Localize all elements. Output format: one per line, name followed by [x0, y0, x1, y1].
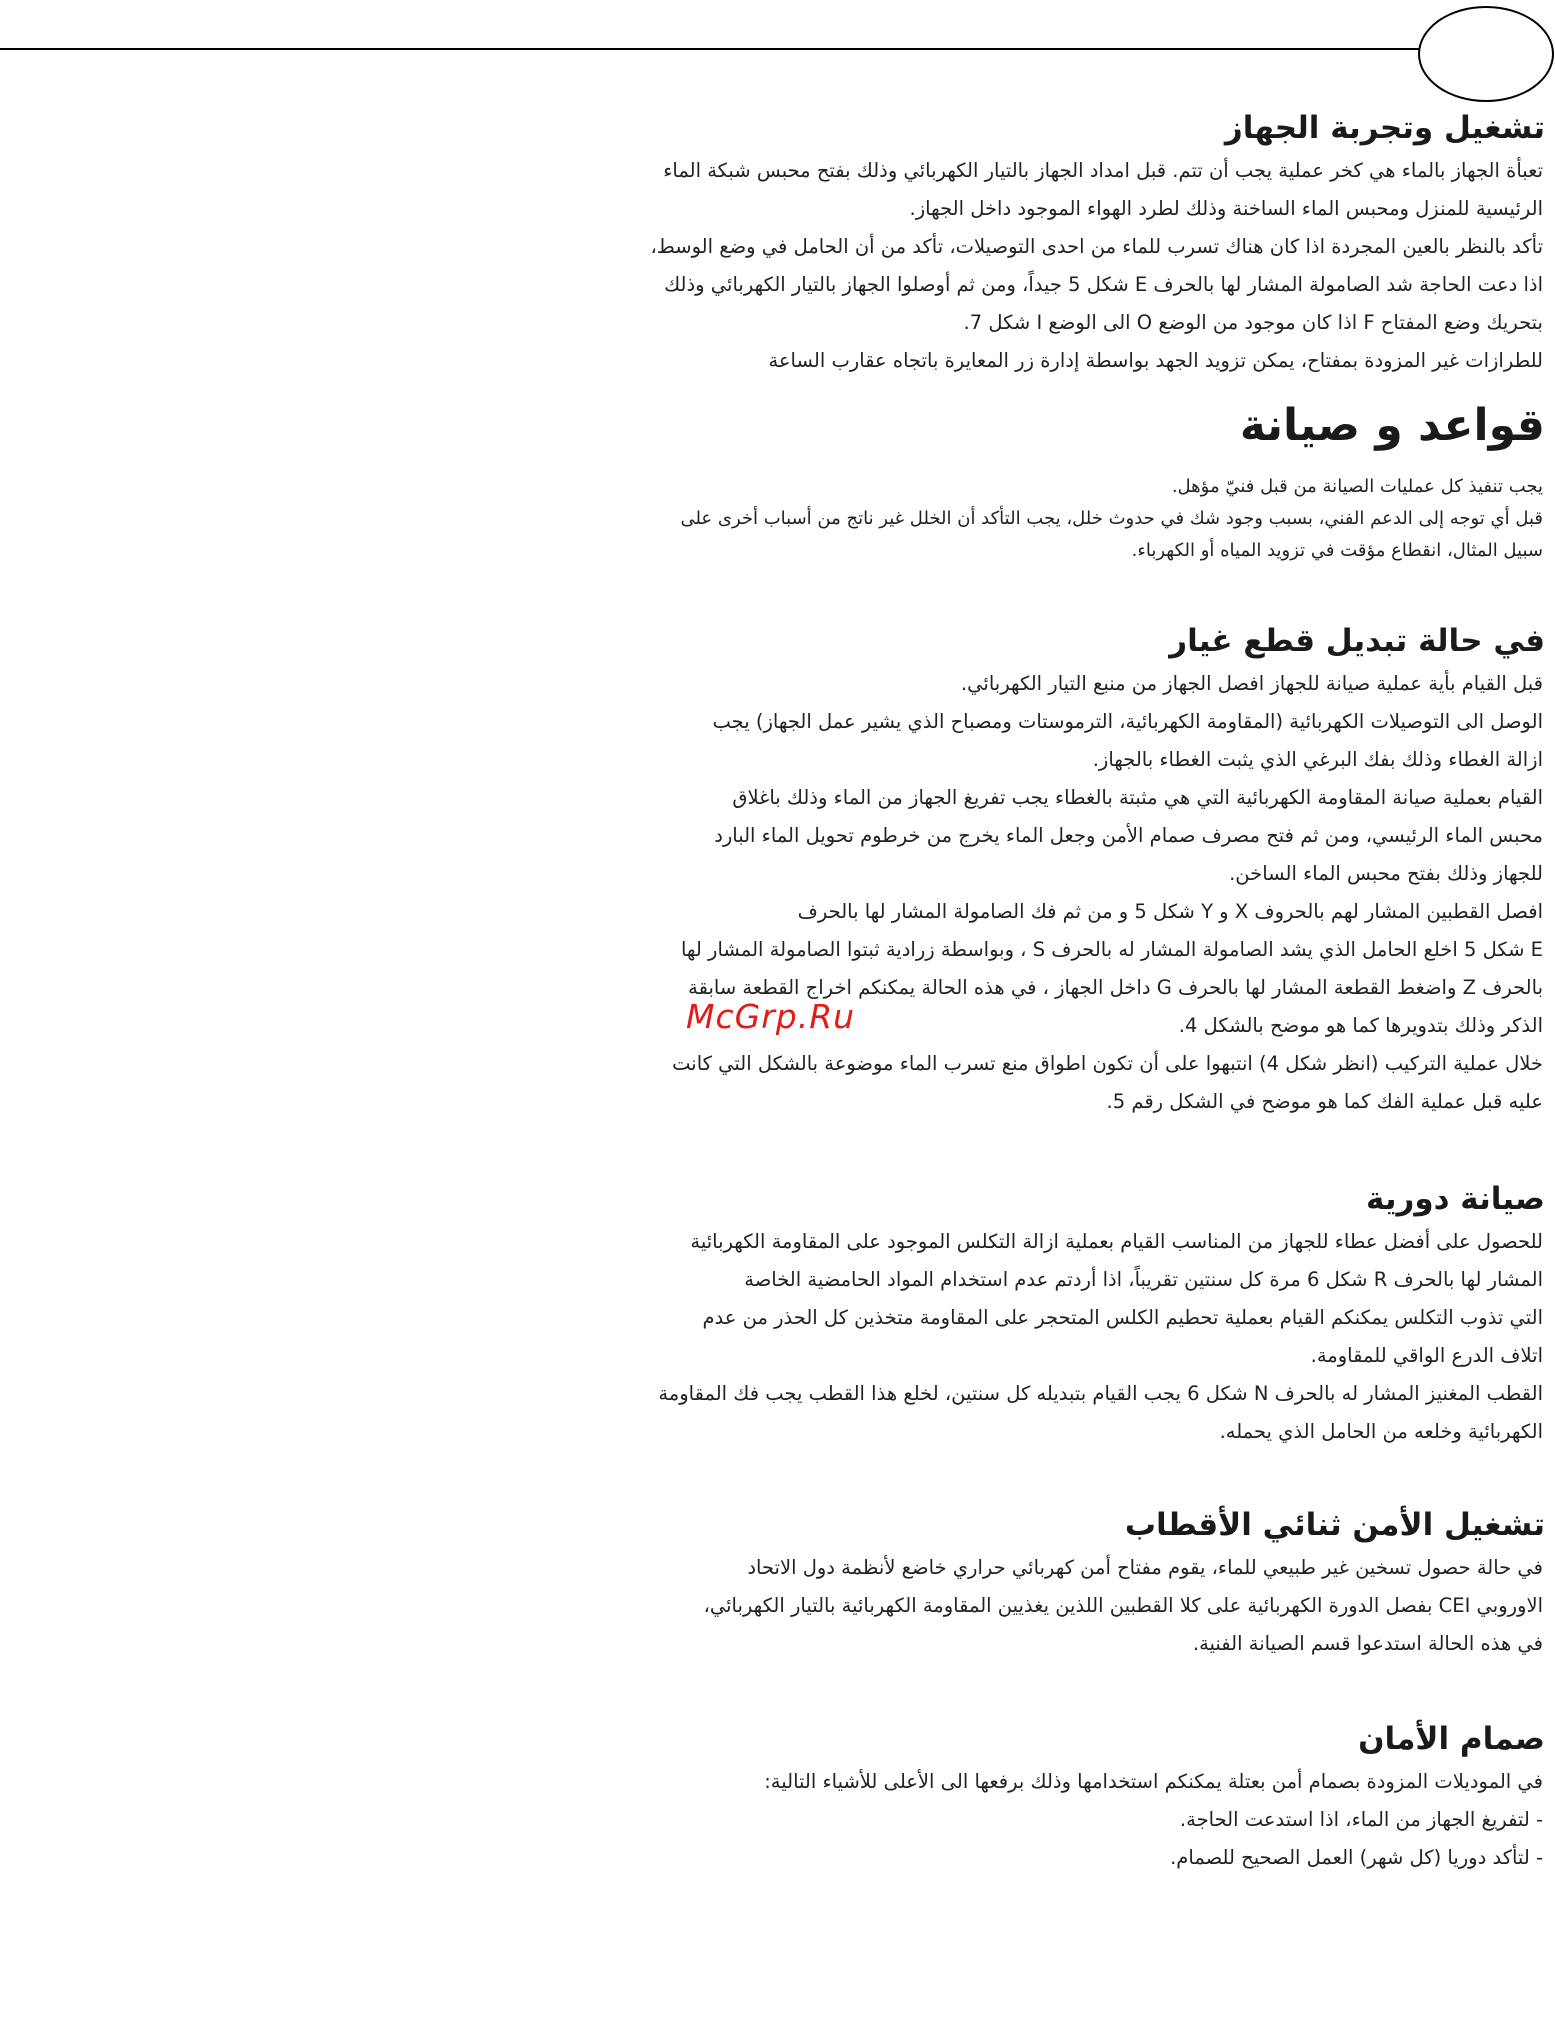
paragraph-line: للحصول على أفضل عطاء للجهاز من المناسب القيام بعملية ازالة التكلس الموجود على المقاومة الكهربائية — [690, 1230, 1543, 1253]
section-bipolar-safety — [360, 1507, 1545, 1663]
paragraph-line: تعبأة الجهاز بالماء هي كخر عملية يجب أن تتم. قبل امداد الجهاز بالتيار الكهربائي وذلك بفتح محبس شبكة الماء — [663, 159, 1543, 182]
section-heading: قواعد و صيانة — [1239, 400, 1545, 451]
section-heading: صيانة دورية — [1366, 1181, 1545, 1217]
paragraph-line: E شكل 5 اخلع الحامل الذي يشد الصامولة المشار له بالحرف S ، وبواسطة زرادية ثبتوا الصامولة المشار لها — [680, 938, 1543, 961]
paragraph-line: في هذه الحالة استدعوا قسم الصيانة الفنية. — [1192, 1632, 1543, 1655]
section-rules-maintenance — [360, 400, 1545, 567]
paragraph-line: الاوروبي CEI بفصل الدورة الكهربائية على كلا القطبين اللذين يغذيين المقاومة الكهربائية بالتيار الكهربائي، — [703, 1594, 1543, 1617]
paragraph-line: - لتأكد دوريا (كل شهر) العمل الصحيح للصمام. — [1170, 1846, 1543, 1869]
paragraph-line: سبيل المثال، انقطاع مؤقت في تزويد المياه أو الكهرباء. — [1131, 540, 1543, 561]
paragraph-line: في حالة حصول تسخين غير طبيعي للماء، يقوم مفتاح أمن كهربائي حراري خاضع لأنظمة دول الاتحاد — [747, 1556, 1543, 1579]
paragraph-line: - لتفريغ الجهاز من الماء، اذا استدعت الحاجة. — [1179, 1808, 1543, 1831]
paragraph-line: المشار لها بالحرف R شكل 6 مرة كل سنتين تقريباً، اذا أردتم عدم استخدام المواد الحامضية الخاصة — [744, 1268, 1543, 1291]
paragraph-line: قبل القيام بأية عملية صيانة للجهاز افصل الجهاز من منبع التيار الكهربائي. — [960, 672, 1543, 695]
page-number-oval — [1418, 6, 1554, 102]
section-operation — [360, 110, 1545, 380]
header-rule — [0, 48, 1430, 50]
section-periodic-maintenance — [360, 1181, 1545, 1451]
section-heading: تشغيل الأمن ثنائي الأقطاب — [1124, 1507, 1545, 1543]
section-heading: في حالة تبديل قطع غيار — [1169, 623, 1545, 659]
paragraph-line: بالحرف Z واضغط القطعة المشار لها بالحرف G داخل الجهاز ، في هذه الحالة يمكنكم اخراج القطعة سابقة — [688, 976, 1543, 999]
paragraph-line: قبل أي توجه إلى الدعم الفني، بسبب وجود شك في حدوث خلل، يجب التأكد أن الخلل غير ناتج من أسباب أخرى على — [680, 508, 1543, 529]
paragraph-line: تأكد بالنظر بالعين المجردة اذا كان هناك تسرب للماء من احدى التوصيلات، تأكد من أن الحامل في وضع الوسط، — [650, 235, 1543, 258]
paragraph-line: اذا دعت الحاجة شد الصامولة المشار لها بالحرف E شكل 5 جيداً، ومن ثم أوصلوا الجهاز بالتيار الكهربائي وذلك — [664, 273, 1543, 296]
section-heading: تشغيل وتجربة الجهاز — [1224, 110, 1545, 146]
section-safety-valve — [360, 1721, 1545, 1877]
paragraph-line: يجب تنفيذ كل عمليات الصيانة من قبل فنيّ مؤهل. — [1171, 476, 1543, 497]
paragraph-line: افصل القطبين المشار لهم بالحروف X و Y شكل 5 و من ثم فك الصامولة المشار لها بالحرف — [797, 900, 1543, 923]
paragraph-line: في الموديلات المزودة بصمام أمن بعتلة يمكنكم استخدامها وذلك برفعها الى الأعلى للأشياء التالية: — [764, 1770, 1543, 1793]
section-spare-parts — [360, 623, 1545, 1121]
paragraph-line: عليه قبل عملية الفك كما هو موضح في الشكل رقم 5. — [1106, 1090, 1543, 1113]
paragraph-line: بتحريك وضع المفتاح F اذا كان موجود من الوضع O الى الوضع I شكل 7. — [963, 311, 1543, 334]
section-heading: صمام الأمان — [1358, 1721, 1545, 1757]
paragraph-line: خلال عملية التركيب (انظر شكل 4) انتبهوا على أن تكون اطواق منع تسرب الماء موضوعة بالشكل التي كانت — [672, 1052, 1543, 1075]
paragraph-line: الرئيسية للمنزل ومحبس الماء الساخنة وذلك لطرد الهواء الموجود داخل الجهاز. — [909, 197, 1543, 220]
paragraph-line: القيام بعملية صيانة المقاومة الكهربائية التي هي مثبتة بالغطاء يجب تفريغ الجهاز من الماء وذلك باغلاق — [732, 786, 1543, 809]
document-body — [360, 110, 1545, 1877]
paragraph-line: للطرازات غير المزودة بمفتاح، يمكن تزويد الجهد بواسطة إدارة زر المعايرة باتجاه عقارب الساعة — [768, 349, 1543, 372]
paragraph-line: القطب المغنيز المشار له بالحرف N شكل 6 يجب القيام بتبديله كل سنتين، لخلع هذا القطب يجب فك المقاومة — [658, 1382, 1543, 1405]
paragraph-line: الوصل الى التوصيلات الكهربائية (المقاومة الكهربائية، الترموستات ومصباح الذي يشير عمل الجهاز) يجب — [712, 710, 1543, 733]
paragraph-line: محبس الماء الرئيسي، ومن ثم فتح مصرف صمام الأمن وجعل الماء يخرج من خرطوم تحويل الماء البارد — [714, 824, 1543, 847]
watermark-text: McGrp.Ru — [686, 997, 856, 1036]
paragraph-line: الذكر وذلك بتدويرها كما هو موضح بالشكل 4. — [1178, 1014, 1543, 1037]
paragraph-line: اتلاف الدرع الواقي للمقاومة. — [1310, 1344, 1543, 1367]
paragraph-line: التي تذوب التكلس يمكنكم القيام بعملية تحطيم الكلس المتحجر على المقاومة متخذين كل الحذر من عدم — [702, 1306, 1543, 1329]
paragraph-line: للجهاز وذلك بفتح محبس الماء الساخن. — [1229, 862, 1543, 885]
paragraph-line: الكهربائية وخلعه من الحامل الذي يحمله. — [1219, 1420, 1543, 1443]
paragraph-line: ازالة الغطاء وذلك بفك البرغي الذي يثبت الغطاء بالجهاز. — [1092, 748, 1543, 771]
